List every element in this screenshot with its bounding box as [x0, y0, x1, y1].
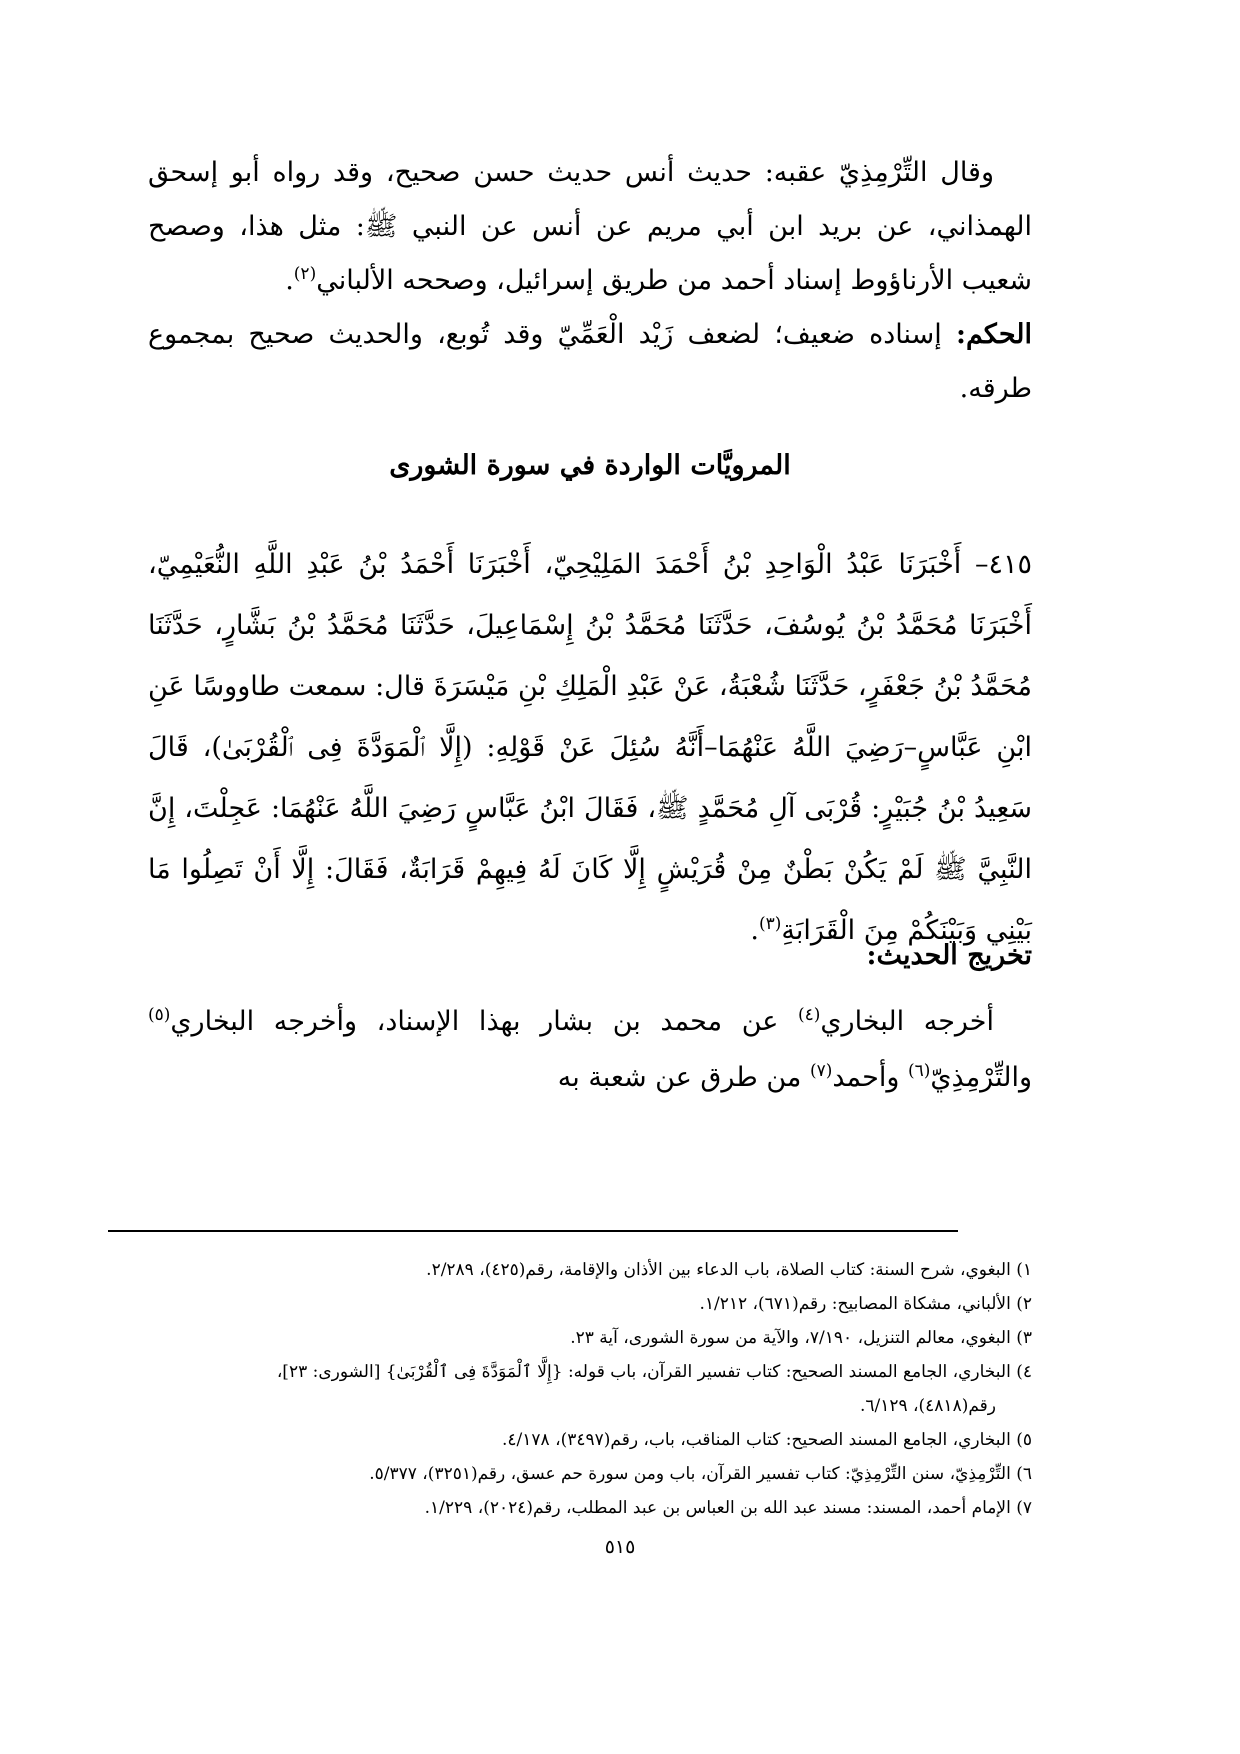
intro-paragraph-end: . [285, 265, 294, 296]
takhrij-text: وأحمد [832, 1062, 908, 1093]
footnote-2: ٢) الألباني، مشكاة المصابيح: رقم(٦٧١)، ١/٢١٢. [699, 1294, 1032, 1314]
footnote-3: ٣) البغوي، معالم التنزيل، ٧/١٩٠، والآية من سورة الشورى، آية ٢٣. [570, 1328, 1032, 1348]
takhrij-text: عن محمد بن بشار بهذا الإسناد، وأخرجه البخاري [170, 1006, 798, 1037]
hadith-block [148, 534, 1032, 961]
footnote-ref[interactable]: (٣) [758, 914, 782, 934]
takhrij-block [148, 994, 1032, 1106]
footnote-4-continued: رقم(٤٨١٨)، ٦/١٢٩. [859, 1396, 996, 1416]
intro-block [148, 146, 1032, 416]
hadith-number: ٤١٥– [974, 549, 1032, 580]
footnote-4: ٤) البخاري، الجامع المسند الصحيح: كتاب تفسير القرآن، باب قوله: {إِلَّا ٱلْمَوَدَّةَ فِى ٱلْقُرْبَىٰ} [الشورى: ٢٣]، [276, 1362, 1032, 1382]
section-title: المرويَّات الواردة في سورة الشورى [389, 450, 791, 481]
page-number: ٥١٥ [604, 1536, 636, 1558]
footnote-ref[interactable]: (٥) [148, 1005, 171, 1025]
footnote-separator [108, 1230, 958, 1232]
footnotes [148, 1253, 1032, 1525]
hadith-text: أَخْبَرَنَا عَبْدُ الْوَاحِدِ بْنُ أَحْمَدَ المَلِيْحِيّ، أَخْبَرَنَا أَحْمَدُ بْنُ عَبْدِ اللَّهِ النُّعَيْمِيّ، أَخْبَرَنَا مُحَمَّدُ بْنُ يُوسُفَ، حَدَّثَنَا مُحَمَّدُ بْنُ إِسْمَاعِيلَ، حَدَّثَنَا مُحَمَّدُ بْنُ بَشَّارٍ، حَدَّثَنَا مُحَمَّدُ بْنُ جَعْفَرٍ، حَدَّثَنَا شُعْبَةُ، عَنْ عَبْدِ الْمَلِكِ بْنِ مَيْسَرَةَ قال: سمعت طاووسًا عَنِ ابْنِ عَبَّاسٍ–رَضِيَ اللَّهُ عَنْهُمَا–أَنَّهُ سُئِلَ عَنْ قَوْلِهِ: (إِلَّا ٱلْمَوَدَّةَ فِى ٱلْقُرْبَىٰ)، قَالَ سَعِيدُ بْنُ جُبَيْرٍ: قُرْبَى آلِ مُحَمَّدٍ ﷺ، فَقَالَ ابْنُ عَبَّاسٍ رَضِيَ اللَّهُ عَنْهُمَا: عَجِلْتَ، إِنَّ النَّبِيَّ ﷺ لَمْ يَكُنْ بَطْنٌ مِنْ قُرَيْشٍ إِلَّا كَانَ لَهُ فِيهِمْ قَرَابَةٌ، فَقَالَ: إِلَّا أَنْ تَصِلُوا مَا بَيْنِي وَبَيْنَكُمْ مِنَ الْقَرَابَةِ [148, 549, 1032, 946]
intro-paragraph [148, 146, 1032, 308]
takhrij-text: أخرجه البخاري [820, 1006, 994, 1037]
ruling-text: إسناده ضعيف؛ لضعف زَيْد الْعَمِّيّ وقد تُوبع، والحديث صحيح بمجموع طرقه. [148, 319, 1032, 404]
takhrij-title: تخريج الحديث: [866, 940, 1032, 971]
footnote-1: ١) البغوي، شرح السنة: كتاب الصلاة، باب الدعاء بين الأذان والإقامة، رقم(٤٢٥)، ٢/٢٨٩. [426, 1260, 1032, 1280]
takhrij-text: من طرق عن شعبة به [557, 1062, 810, 1093]
footnote-5: ٥) البخاري، الجامع المسند الصحيح: كتاب المناقب، باب، رقم(٣٤٩٧)، ٤/١٧٨. [502, 1430, 1032, 1450]
footnote-ref[interactable]: (٢) [293, 264, 317, 284]
hadith-end: . [750, 915, 759, 946]
takhrij-text: والتِّرْمِذِيّ [930, 1062, 1032, 1093]
ruling-label: الحكم: [955, 319, 1032, 350]
footnote-ref[interactable]: (٤) [797, 1005, 821, 1025]
takhrij-paragraph [148, 994, 1032, 1106]
footnote-7: ٧) الإمام أحمد، المسند: مسند عبد الله بن العباس بن عبد المطلب، رقم(٢٠٢٤)، ١/٢٢٩. [424, 1498, 1032, 1518]
ruling-paragraph [148, 308, 1032, 416]
footnote-ref[interactable]: (٧) [809, 1061, 833, 1081]
footnote-6: ٦) التِّرْمِذِيّ، سنن التِّرْمِذِيّ: كتاب تفسير القرآن، باب ومن سورة حم عسق، رقم(٣٢٥١)، ٥/٣٧٧. [369, 1464, 1032, 1484]
footnote-ref[interactable]: (٦) [907, 1061, 931, 1081]
intro-paragraph-text: وقال التِّرْمِذِيّ عقبه: حديث أنس حديث حسن صحيح، وقد رواه أبو إسحق الهمذاني، عن بريد ابن أبي مريم عن أنس عن النبي ﷺ: مثل هذا، وصصح شعيب الأرناؤوط إسناد أحمد من طريق إسرائيل، وصححه الألباني [148, 157, 1032, 296]
